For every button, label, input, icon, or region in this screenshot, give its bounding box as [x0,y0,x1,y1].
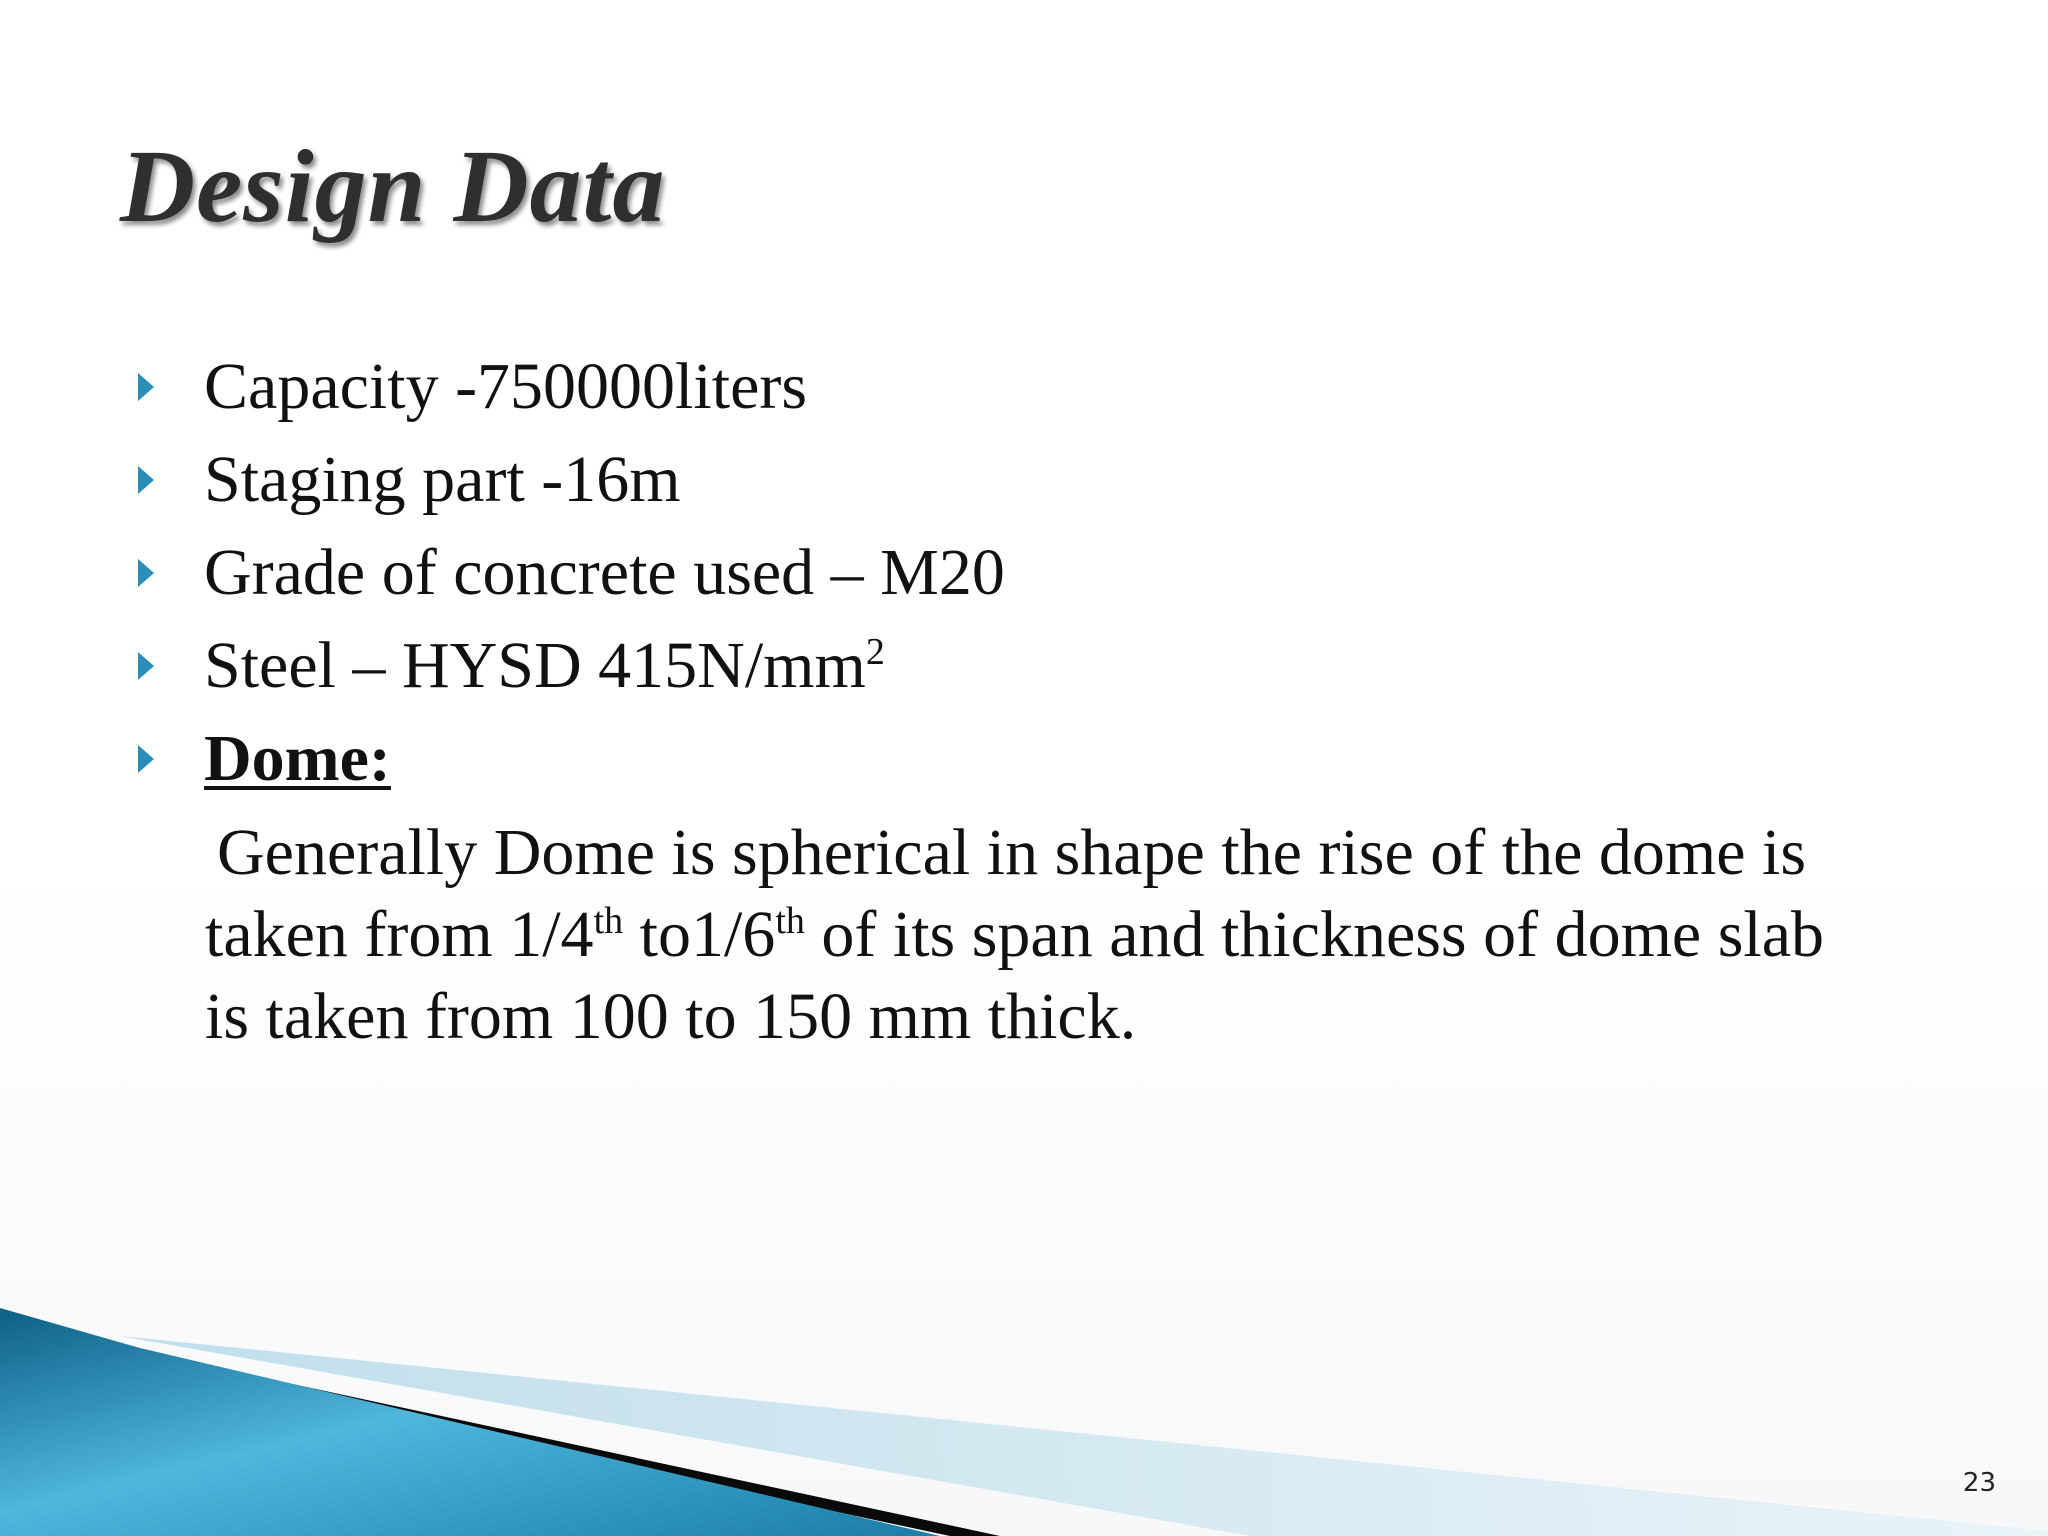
bullet-text: Capacity -750000liters [204,349,808,423]
bullet-arrow-icon [138,373,154,401]
paragraph-superscript: th [775,900,805,942]
paragraph-text: of its span and thickness of dome slab [804,898,1825,971]
bullet-item-capacity [138,340,1958,433]
dome-description [205,812,1955,1058]
bullet-item-steel [138,619,1958,712]
bullet-arrow-icon [138,745,154,773]
steel-text: Steel – HYSD 415N/mm [204,628,866,702]
bullet-arrow-icon [138,652,154,680]
paragraph-text: taken from 1/4 [205,898,594,971]
bullet-arrow-icon [138,559,154,587]
bullet-list [138,340,1958,805]
steel-superscript: 2 [865,630,885,673]
slide-title: Design Data [120,129,666,244]
bullet-text: Staging part -16m [204,442,681,516]
bullet-text [204,628,885,704]
bullet-item-concrete-grade [138,526,1958,619]
decorative-swoosh [0,1276,2048,1536]
paragraph-line-2 [205,894,1955,976]
page-number: 23 [1962,1468,1996,1498]
paragraph-text: to1/6 [623,898,776,971]
bullet-text: Grade of concrete used – M20 [204,535,1005,609]
paragraph-line-3: is taken from 100 to 150 mm thick. [205,980,1137,1053]
bullet-arrow-icon [138,466,154,494]
paragraph-superscript: th [593,900,624,942]
bullet-item-staging [138,433,1958,526]
bullet-item-dome [138,712,1958,805]
paragraph-line-1: Generally Dome is spherical in shape the rise of the dome is [217,816,1807,889]
dome-heading: Dome: [204,721,391,795]
